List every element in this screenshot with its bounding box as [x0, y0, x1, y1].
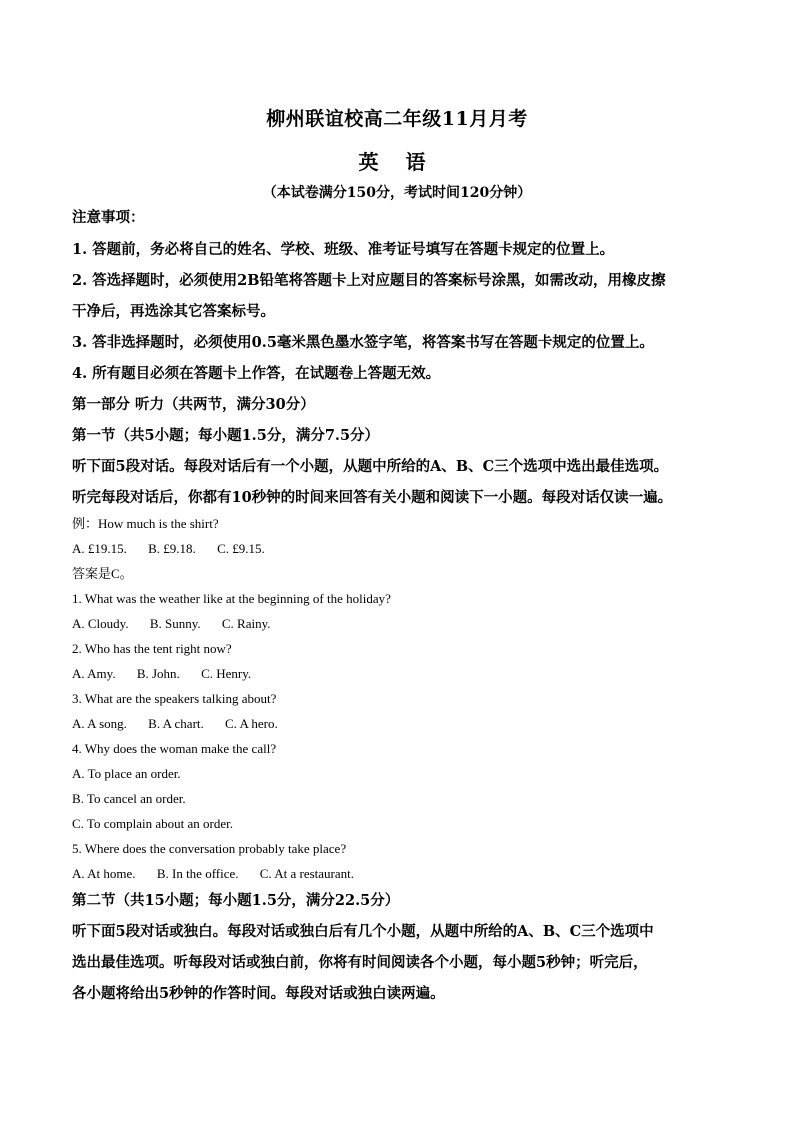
option-a: A. Cloudy.: [72, 616, 129, 631]
option-b: B. John.: [136, 666, 180, 681]
subject-title: 英 语: [358, 150, 436, 174]
example-question: 例：How much is the shirt?: [72, 516, 219, 531]
section1-instruction-1: 听下面5段对话。每段对话后有一个小题，从题中所给的A、B、C三个选项中选出最佳选项。: [72, 458, 669, 475]
option-a: A. £19.15.: [72, 541, 127, 556]
notice-item-2-cont: 干净后，再选涂其它答案标号。: [72, 303, 275, 320]
notice-item-4: 4. 所有题目必须在答题卡上作答，在试题卷上答题无效。: [72, 365, 441, 382]
option-a: A. Amy.: [72, 666, 116, 681]
option-c: C. A hero.: [225, 716, 278, 731]
question-5: 5. Where does the conversation probably take place?: [72, 841, 347, 856]
section2-heading: 第二节（共15小题；每小题1.5分，满分22.5分）: [72, 892, 400, 909]
option-b: B. £9.18.: [148, 541, 196, 556]
option-b: B. In the office.: [156, 866, 239, 881]
option-a: A. A song.: [72, 716, 127, 731]
notice-item-3: 3. 答非选择题时，必须使用0.5毫米黑色墨水签字笔，将答案书写在答题卡规定的位置上。: [72, 334, 654, 351]
section1-instruction-2: 听完每段对话后，你都有10秒钟的时间来回答有关小题和阅读下一小题。每段对话仅读一遍。: [72, 489, 673, 506]
exam-content: [72, 208, 732, 1004]
question-1-options: [72, 614, 732, 634]
question-4-option-b: B. To cancel an order.: [72, 791, 186, 806]
question-2-options: [72, 664, 732, 684]
question-5-options: [72, 864, 732, 884]
option-c: C. At a restaurant.: [259, 866, 355, 881]
question-3-options: [72, 714, 732, 734]
section2-instruction-2: 选出最佳选项。听每段对话或独白前，你将有时间阅读各个小题，每小题5秒钟；听完后，: [72, 954, 648, 971]
part1-heading: 第一部分 听力（共两节，满分30分）: [72, 396, 315, 413]
option-c: C. £9.15.: [217, 541, 265, 556]
option-c: C. Rainy.: [221, 616, 271, 631]
notice-heading: 注意事项：: [72, 209, 145, 226]
section2-instruction-3: 各小题将给出5秒钟的作答时间。每段对话或独白读两遍。: [72, 985, 445, 1002]
option-b: B. A chart.: [148, 716, 204, 731]
question-2: 2. Who has the tent right now?: [72, 641, 232, 656]
question-3: 3. What are the speakers talking about?: [72, 691, 277, 706]
question-4: 4. Why does the woman make the call?: [72, 741, 277, 756]
exam-info: （本试卷满分150分，考试时间120分钟）: [262, 185, 532, 201]
question-4-option-a: A. To place an order.: [72, 766, 181, 781]
section2-instruction-1: 听下面5段对话或独白。每段对话或独白后有几个小题，从题中所给的A、B、C三个选项中: [72, 923, 654, 940]
section1-heading: 第一节（共5小题；每小题1.5分，满分7.5分）: [72, 427, 380, 444]
notice-item-1: 1. 答题前，务必将自己的姓名、学校、班级、准考证号填写在答题卡规定的位置上。: [72, 241, 615, 258]
example-answer: 答案是C。: [72, 566, 133, 581]
school-title: 柳州联谊校高二年级11月月考: [266, 108, 528, 130]
example-options: [72, 539, 732, 559]
question-4-option-c: C. To complain about an order.: [72, 816, 233, 831]
option-b: B. Sunny.: [149, 616, 201, 631]
option-c: C. Henry.: [201, 666, 252, 681]
question-1: 1. What was the weather like at the beginning of the holiday?: [72, 591, 391, 606]
notice-item-2: 2. 答选择题时，必须使用2B铅笔将答题卡上对应题目的答案标号涂黑，如需改动，用橡皮擦: [72, 272, 666, 289]
option-a: A. At home.: [72, 866, 136, 881]
